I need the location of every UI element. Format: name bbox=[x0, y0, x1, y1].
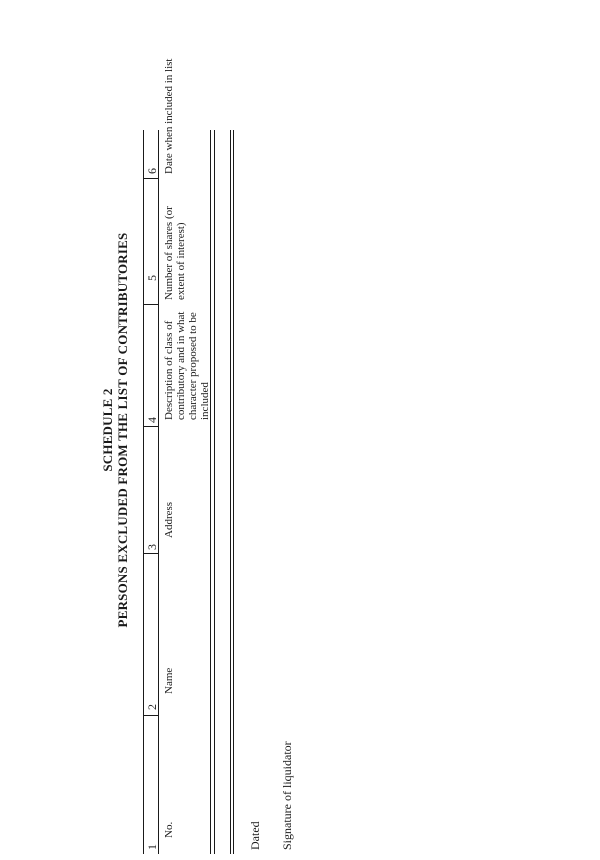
column-divider bbox=[143, 426, 158, 427]
column-number-5: 5 bbox=[145, 275, 159, 281]
column-header-address: Address bbox=[163, 501, 175, 538]
table-bottom-rule-1 bbox=[210, 130, 211, 854]
column-divider bbox=[143, 304, 158, 305]
column-header-shares: Number of shares (or extent of interest) bbox=[163, 206, 187, 300]
column-header-description: Description of class of contributory and in what character proposed to be included bbox=[163, 311, 211, 420]
table-number-rule bbox=[158, 130, 159, 854]
column-divider bbox=[143, 715, 158, 716]
signature-label: Signature of liquidator bbox=[280, 741, 294, 850]
column-number-1: 1 bbox=[145, 844, 159, 850]
schedule-title: SCHEDULE 2 bbox=[100, 388, 115, 472]
column-divider bbox=[143, 178, 158, 179]
column-number-3: 3 bbox=[145, 544, 159, 550]
column-header-name: Name bbox=[163, 667, 175, 694]
column-header-no: No. bbox=[163, 821, 175, 838]
table-top-rule bbox=[143, 130, 144, 854]
table-bottom-rule-3 bbox=[230, 130, 231, 854]
dated-label: Dated bbox=[248, 821, 262, 850]
column-number-6: 6 bbox=[145, 168, 159, 174]
column-header-date: Date when included in list bbox=[163, 58, 175, 174]
column-number-4: 4 bbox=[145, 417, 159, 423]
column-number-2: 2 bbox=[145, 704, 159, 710]
table-bottom-rule-4 bbox=[233, 130, 234, 854]
table-bottom-rule-2 bbox=[214, 130, 215, 854]
schedule-subtitle: PERSONS EXCLUDED FROM THE LIST OF CONTRIBUTORIES bbox=[115, 232, 130, 628]
column-divider bbox=[143, 553, 158, 554]
